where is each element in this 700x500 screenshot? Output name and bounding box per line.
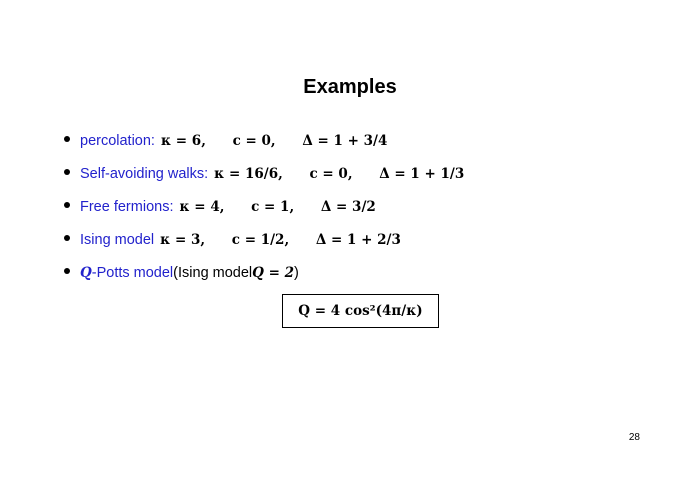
math-expression [214, 166, 486, 182]
bullet-icon [64, 202, 70, 208]
list-item-percolation [64, 133, 486, 166]
kappa-value: κ = 4, [179, 199, 225, 215]
list-item-ising-model [64, 232, 486, 265]
slide-title: Examples [303, 76, 397, 98]
delta-value: Δ = 3/2 [320, 199, 376, 215]
potts-note-close: ) [294, 265, 299, 281]
kappa-value: κ = 6, [160, 133, 206, 149]
examples-list [64, 133, 486, 298]
c-value: c = 1, [251, 199, 295, 215]
list-item-free-fermions [64, 199, 486, 232]
delta-value: Δ = 1 + 1/3 [379, 166, 465, 182]
list-item-self-avoiding-walks [64, 166, 486, 199]
potts-note-math: Q = 2 [252, 265, 295, 281]
potts-note-open: (Ising model [173, 265, 253, 281]
term-label: Self-avoiding walks: [80, 166, 209, 182]
c-value: c = 0, [309, 166, 353, 182]
delta-value: Δ = 1 + 3/4 [302, 133, 388, 149]
math-expression [160, 232, 423, 248]
c-value: c = 0, [232, 133, 276, 149]
bullet-icon [64, 136, 70, 142]
potts-q-symbol: Q [80, 265, 92, 281]
bullet-icon [64, 169, 70, 175]
term-label: Free fermions: [80, 199, 174, 215]
page-number: 28 [628, 432, 640, 443]
term-label: Ising model [80, 232, 155, 248]
math-expression [179, 199, 397, 215]
math-expression [161, 133, 409, 149]
boxed-formula: Q = 4 cos²(4π/κ) [282, 294, 439, 328]
delta-value: Δ = 1 + 2/3 [315, 232, 401, 248]
bullet-icon [64, 268, 70, 274]
kappa-value: κ = 16/6, [214, 166, 283, 182]
term-label: percolation: [80, 133, 155, 149]
c-value: c = 1/2, [231, 232, 290, 248]
kappa-value: κ = 3, [160, 232, 206, 248]
bullet-icon [64, 235, 70, 241]
potts-term-label: -Potts model [91, 265, 174, 281]
